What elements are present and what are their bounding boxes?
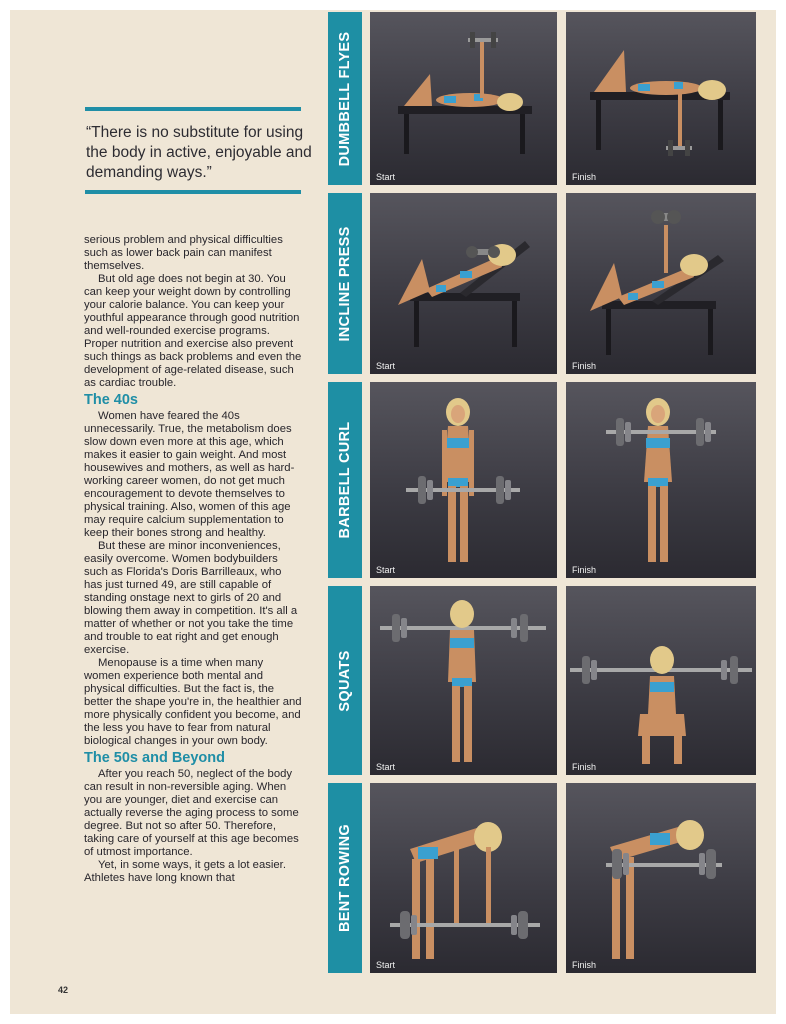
page-number: 42 (58, 985, 69, 995)
photo-squats-start (370, 586, 557, 775)
exercise-label-incline-press (328, 193, 362, 374)
figure-illustration (566, 193, 756, 374)
paragraph: But old age does not begin at 30. You can keep your weight down by controlling your calorie balance. You can keep your youthful appearance through good nutrition and well-rounded exercise programs. Proper nutrition and exercise also prevent such things as back problems and even the development of age-related disease, such as cardiac trouble. (84, 273, 302, 389)
exercise-label-dumbbell-flyes (328, 12, 362, 185)
figure-illustration (370, 783, 557, 973)
caption-finish: Finish (572, 565, 597, 575)
article-column (84, 234, 302, 885)
figure-illustration (370, 586, 557, 775)
photo-bent-rowing-start (370, 783, 557, 973)
paragraph: After you reach 50, neglect of the body can result in non-reversible aging. When you are younger, diet and exercise can actually reverse the aging process to some degree. But not so after 50. Therefore, taking care of yourself at this age becomes of utmost importance. (84, 768, 299, 858)
caption-finish: Finish (572, 172, 597, 182)
caption-start: Start (376, 172, 396, 182)
exercise-name: BARBELL CURL (337, 421, 353, 539)
exercise-label-barbell-curl (328, 382, 362, 578)
photo-barbell-curl-start (370, 382, 557, 578)
photo-dumbbell-flyes-finish (566, 12, 756, 185)
exercise-name: SQUATS (337, 649, 353, 712)
caption-start: Start (376, 361, 396, 371)
figure-illustration (370, 12, 557, 185)
caption-start: Start (376, 960, 396, 970)
caption-start: Start (376, 565, 396, 575)
pull-quote: “There is no substitute for using the body in active, enjoyable and demanding ways.” (86, 124, 312, 181)
exercise-label-squats (328, 586, 362, 775)
paragraph: serious problem and physical difficulties such as lower back pain can manifest themselves. (84, 234, 283, 272)
figure-illustration (566, 783, 756, 973)
quote-rule-top (85, 107, 301, 111)
caption-start: Start (376, 762, 396, 772)
photo-incline-press-finish (566, 193, 756, 374)
paragraph: But these are minor inconveniences, easily overcome. Women bodybuilders such as Florida's Doris Barrilleaux, who has just turned 49, are still capable of standing onstage next to girls of 20 and blowing them away in competition. It's all a matter of whether or not you take the time and trouble to eat right and get enough exercise. (84, 540, 298, 656)
figure-illustration (370, 193, 557, 374)
caption-finish: Finish (572, 762, 597, 772)
exercise-name: DUMBBELL FLYES (337, 31, 353, 166)
quote-rule-bottom (85, 190, 301, 194)
figure-illustration (566, 12, 756, 185)
figure-illustration (566, 382, 756, 578)
section-heading-50s: The 50s and Beyond (84, 750, 226, 766)
photo-dumbbell-flyes-start (370, 12, 557, 185)
caption-finish: Finish (572, 960, 597, 970)
section-heading-40s: The 40s (84, 392, 138, 408)
paragraph: Menopause is a time when many women experience both mental and physical difficulties. But the fact is, the better the shape you're in, the healthier and more physically confident you become, and the less you have to fear from natural biological changes in your own body. (84, 657, 302, 747)
photo-incline-press-start (370, 193, 557, 374)
photo-barbell-curl-finish (566, 382, 756, 578)
exercise-name: BENT ROWING (337, 823, 353, 933)
photo-bent-rowing-finish (566, 783, 756, 973)
paragraph: Yet, in some ways, it gets a lot easier. Athletes have long known that (84, 859, 286, 884)
caption-finish: Finish (572, 361, 597, 371)
photo-squats-finish (566, 586, 756, 775)
figure-illustration (370, 382, 557, 578)
magazine-page (10, 10, 776, 1014)
exercise-label-bent-rowing (328, 783, 362, 973)
figure-illustration (566, 586, 756, 775)
paragraph: Women have feared the 40s unnecessarily. True, the metabolism does slow down even more at this age, which makes it easier to gain weight. And most housewives and mothers, as well as hard-working career women, do not get much encouragement to devote themselves to physical training. Also, women of this age may require calcium supplementation to keep their bones strong and healthy. (84, 410, 295, 539)
exercise-name: INCLINE PRESS (337, 225, 353, 342)
